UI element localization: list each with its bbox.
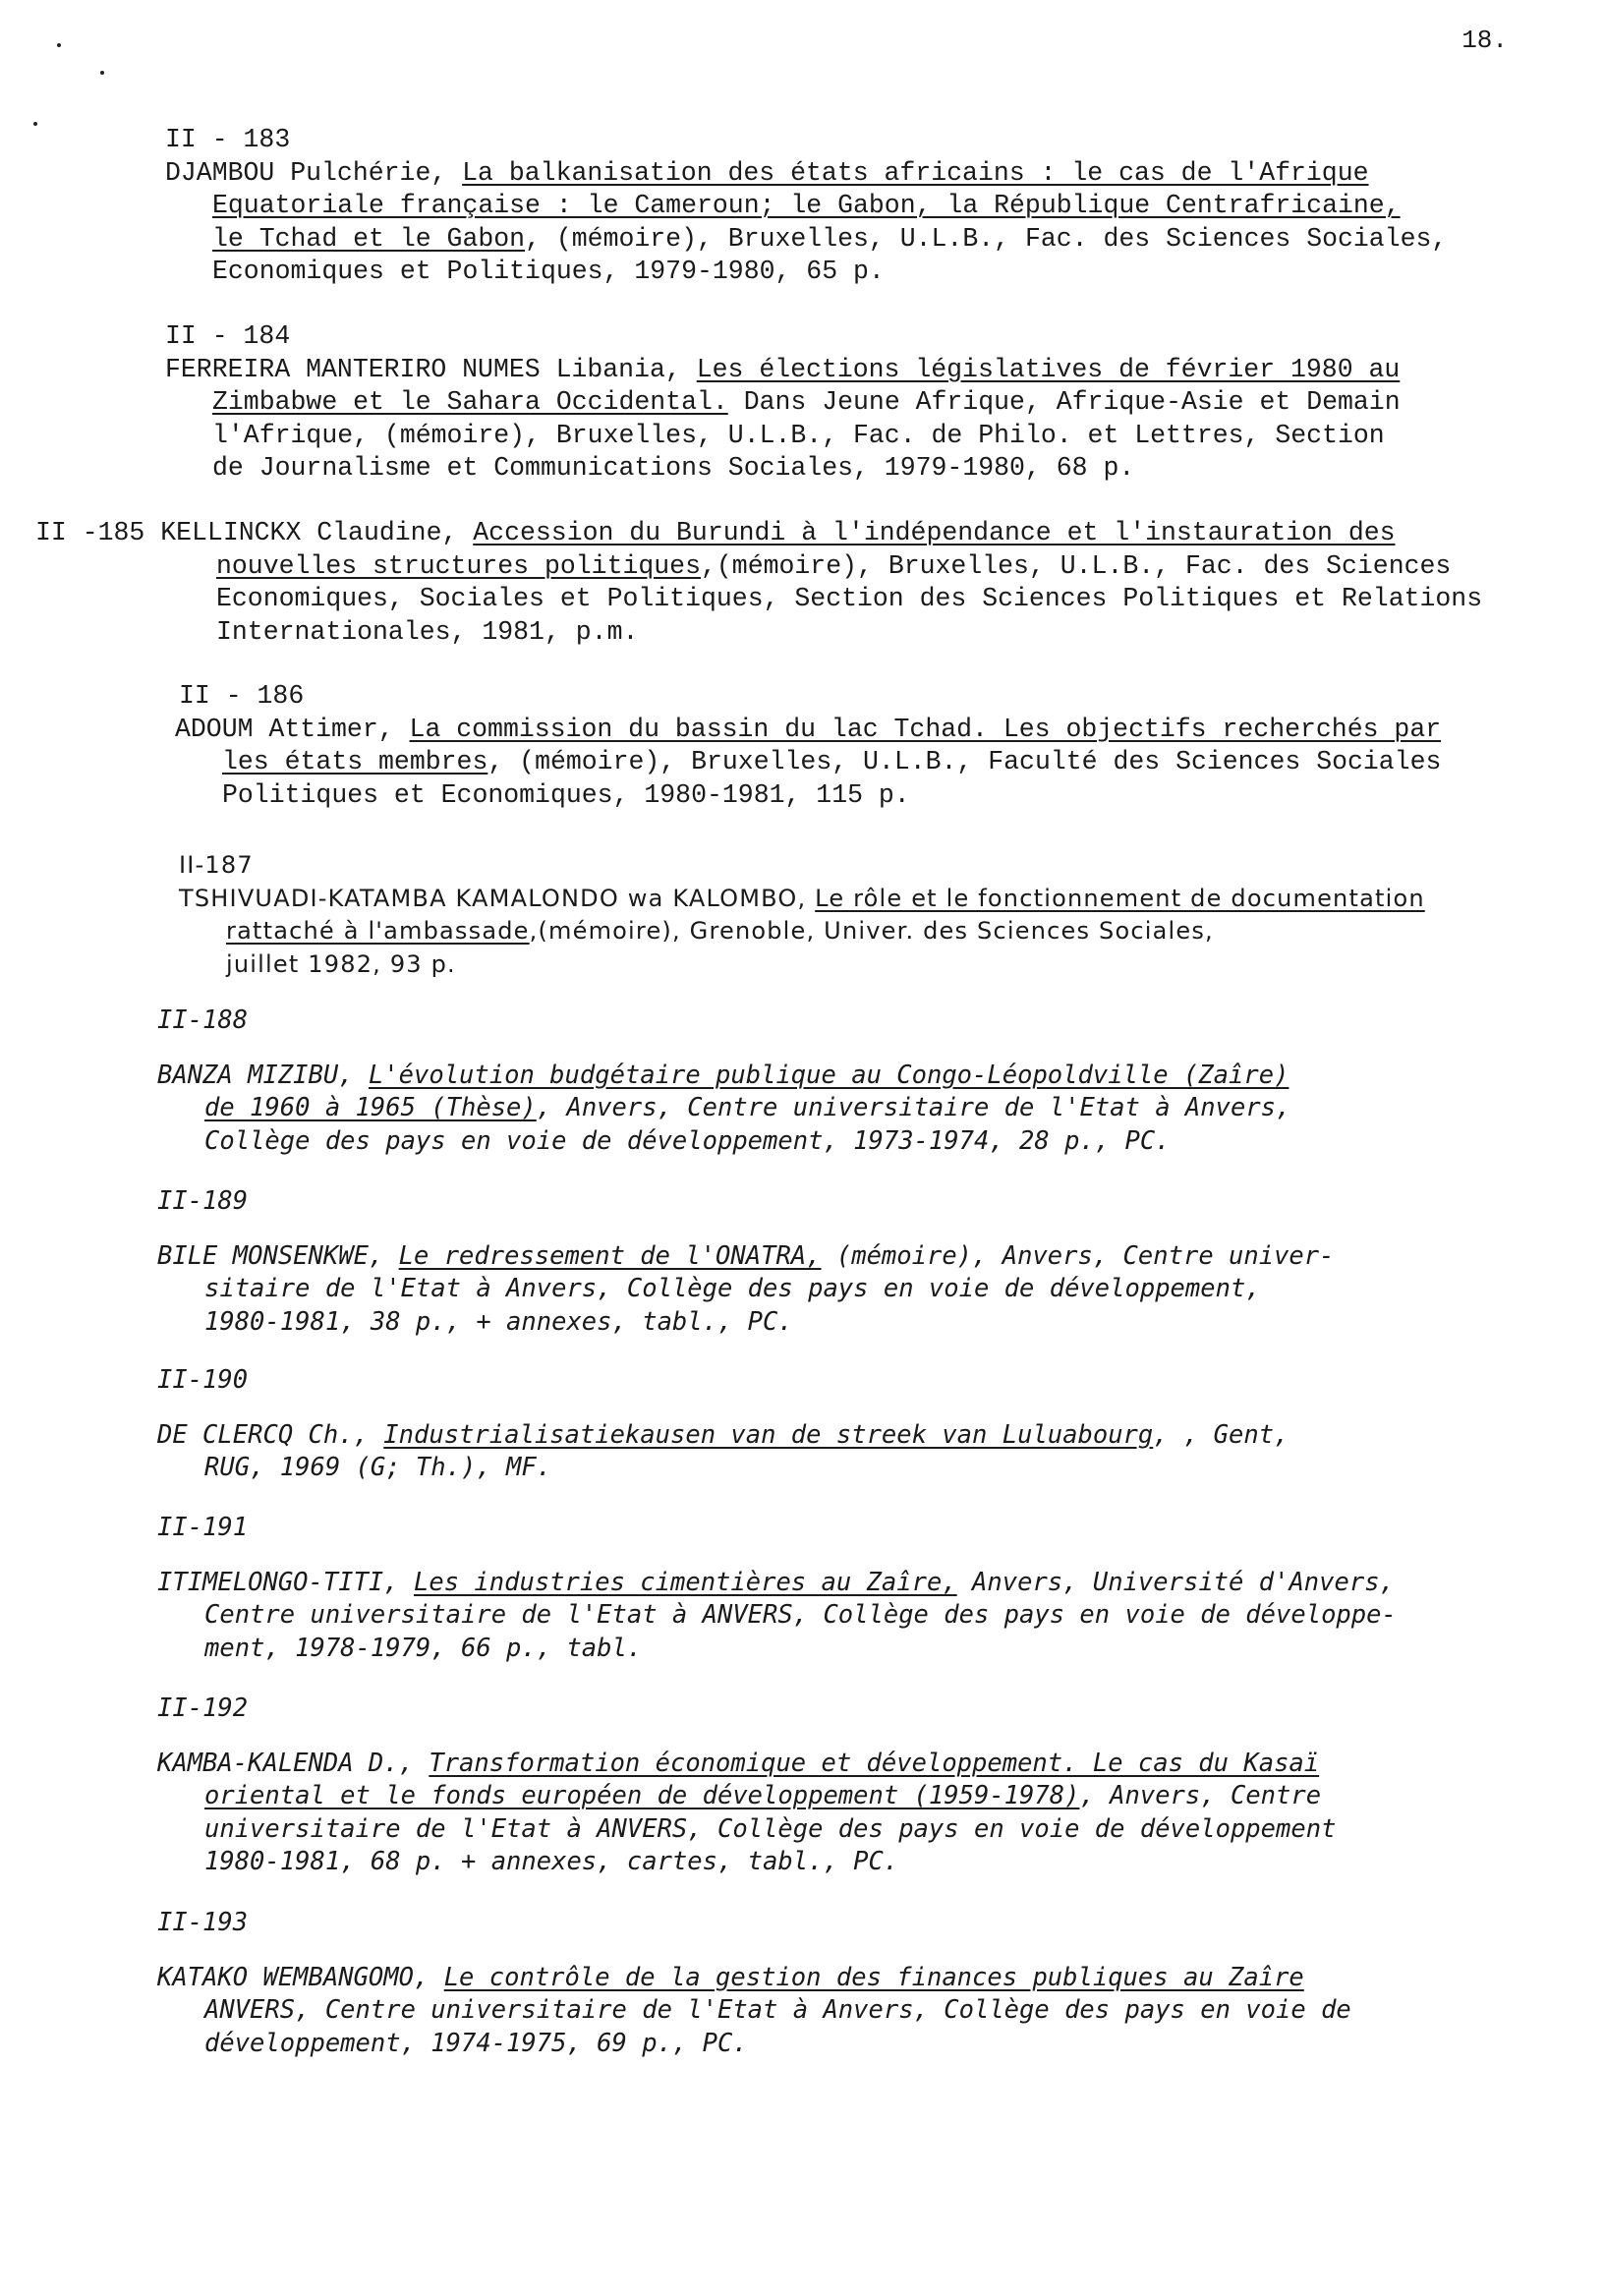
entry-text: (mémoire), Anvers, Centre univer-: [821, 1240, 1335, 1271]
entry-line: [157, 1306, 1555, 1340]
bibliography-entry-191: [157, 1512, 1555, 1665]
entry-title-text: nouvelles structures politiques: [216, 550, 701, 581]
entry-text: ADOUM Attimer,: [175, 714, 410, 744]
entry-text: juillet 1982, 93 p.: [226, 949, 456, 978]
entry-text: sitaire de l'Etat à Anvers, Collège des pays en voie de développement,: [204, 1274, 1261, 1303]
entry-reference: [165, 157, 1555, 289]
entry-line: [165, 420, 1555, 453]
entry-code: II - 184: [165, 321, 291, 351]
page-number: 18.: [1461, 26, 1508, 55]
entry-title-text: Les industries cimentières au Zaîre,: [414, 1567, 957, 1597]
entry-text: Internationales, 1981, p.m.: [216, 616, 639, 647]
entry-line: [175, 779, 1555, 813]
entry-line: [165, 386, 1555, 420]
entry-line: [157, 1419, 1555, 1453]
entry-line: [157, 1962, 1555, 1995]
entry-text: 1980-1981, 68 p. + annexes, cartes, tabl., PC.: [204, 1847, 899, 1876]
entry-title-text: Les élections législatives de février 1980 au: [696, 354, 1401, 384]
entry-line: [157, 1994, 1555, 2028]
entry-line: [165, 190, 1555, 223]
entry-line: [157, 1846, 1555, 1879]
entry-line: [157, 1273, 1555, 1306]
entry-line: [157, 1125, 1555, 1159]
entry-line: [165, 256, 1555, 289]
entry-text: Politiques et Economiques, 1980-1981, 115 p.: [222, 779, 910, 810]
entry-text: , Anvers, Centre: [1079, 1781, 1322, 1810]
entry-text: II -185 KELLINCKX Claudine,: [35, 518, 474, 547]
entry-reference: [157, 1060, 1555, 1159]
entry-text: Economiques et Politiques, 1979-1980, 65 p.: [212, 257, 885, 286]
entry-title-text: La balkanisation des états africains : le cas de l'Afrique: [462, 157, 1369, 188]
entry-reference: [157, 1419, 1555, 1485]
entry-text: KATAKO WEMBANGOMO,: [157, 1962, 444, 1992]
entry-text: universitaire de l'Etat à ANVERS, Collège des pays en voie de développement: [204, 1813, 1337, 1844]
entry-title-text: La commission du bassin du lac Tchad. Les objectifs recherchés par: [409, 714, 1442, 744]
entry-reference: [157, 1962, 1555, 2061]
bibliography-entry-190: [157, 1364, 1555, 1485]
entry-text: Dans Jeune Afrique, Afrique-Asie et Demain: [727, 387, 1401, 417]
entry-title-text: Le contrôle de la gestion des finances publiques au Zaîre: [443, 1962, 1304, 1992]
entry-line: [157, 1060, 1555, 1093]
scan-speck: [57, 43, 61, 47]
entry-title-text: Le redressement de l'ONATRA,: [398, 1240, 822, 1271]
entry-text: , , Gent,: [1153, 1419, 1289, 1450]
entry-code: II-189: [157, 1186, 249, 1216]
entry-reference: [179, 883, 1555, 982]
entry-line: [157, 1780, 1555, 1813]
entry-text: RUG, 1969 (G; Th.), MF.: [204, 1453, 552, 1482]
entry-code: II-190: [157, 1365, 249, 1395]
entry-line: [157, 1240, 1555, 1274]
entry-line: [35, 583, 1555, 616]
entry-line: [165, 354, 1555, 387]
entry-code: II-192: [157, 1693, 249, 1723]
entry-title-text: L'évolution budgétaire publique au Congo-Léopoldville (Zaîre): [368, 1060, 1289, 1090]
entry-code: II-191: [157, 1513, 249, 1542]
bibliography-entry-183: [165, 124, 1555, 289]
entry-text: l'Afrique, (mémoire), Bruxelles, U.L.B., Fac. de Philo. et Lettres, Section: [212, 420, 1385, 450]
bibliography-entry-188: [157, 1004, 1555, 1158]
entry-line: [157, 1633, 1555, 1666]
entry-line: [35, 616, 1555, 650]
entry-text: , (mémoire), Bruxelles, U.L.B., Fac. des Sciences Sociales,: [525, 223, 1448, 254]
entry-text: FERREIRA MANTERIRO NUMES Libania,: [165, 354, 697, 384]
entry-text: Centre universitaire de l'Etat à ANVERS, Collège des pays en voie de développe-: [204, 1600, 1397, 1630]
entry-line: [157, 1748, 1555, 1781]
entry-reference: [165, 354, 1555, 486]
entry-code: II-187: [179, 851, 254, 879]
entry-line: [35, 550, 1555, 584]
entry-text: BILE MONSENKWE,: [157, 1240, 399, 1271]
entry-reference: [157, 1748, 1555, 1879]
entry-title-text: Equatoriale française : le Cameroun; le Gabon, la République Centrafricaine,: [212, 191, 1401, 220]
entry-line: [175, 714, 1555, 747]
entry-text: Anvers, Université d'Anvers,: [956, 1567, 1395, 1597]
entry-title-text: Transformation économique et développement. Le cas du Kasaï: [429, 1748, 1320, 1778]
entry-text: 1980-1981, 38 p., + annexes, tabl., PC.: [204, 1306, 793, 1337]
entry-line: [179, 948, 1555, 982]
entry-line: [179, 883, 1555, 916]
entry-line: [165, 452, 1555, 486]
bibliography-entry-184: [165, 320, 1555, 486]
entry-line: [157, 1452, 1555, 1485]
bibliography-entry-186: [175, 680, 1555, 812]
entry-line: [157, 1813, 1555, 1847]
entry-line: [157, 1567, 1555, 1600]
scan-speck: [100, 71, 104, 75]
bibliography-entry-185: [35, 517, 1555, 649]
entry-title-text: Zimbabwe et le Sahara Occidental.: [212, 387, 728, 417]
entry-title-text: Industrialisatiekausen van de streek van Luluabourg: [383, 1419, 1154, 1450]
bibliography-entry-187: [179, 849, 1555, 981]
entry-text: Economiques, Sociales et Politiques, Section des Sciences Politiques et Relations: [216, 584, 1483, 613]
entry-text: Collège des pays en voie de développement, 1973-1974, 28 p., PC.: [204, 1125, 1171, 1156]
entry-title-text: de 1960 à 1965 (Thèse): [204, 1093, 537, 1122]
entry-text: , (mémoire), Bruxelles, U.L.B., Faculté des Sciences Sociales: [487, 747, 1442, 776]
entry-reference: [157, 1240, 1555, 1340]
entry-line: [35, 517, 1555, 550]
entry-text: TSHIVUADI-KATAMBA KAMALONDO wa KALOMBO,: [179, 884, 816, 912]
entry-text: , Anvers, Centre universitaire de l'Etat à Anvers,: [536, 1093, 1291, 1122]
bibliography-entry-189: [157, 1185, 1555, 1339]
entry-title-text: le Tchad et le Gabon: [212, 223, 526, 254]
entry-title-text: rattaché à l'ambassade: [226, 917, 530, 945]
entry-text: développement, 1974-1975, 69 p., PC.: [204, 2028, 748, 2058]
entry-text: KAMBA-KALENDA D.,: [157, 1748, 430, 1778]
entry-line: [157, 2028, 1555, 2061]
entry-text: ,(mémoire), Bruxelles, U.L.B., Fac. des Sciences: [700, 550, 1452, 581]
scan-speck: [33, 122, 37, 126]
entry-line: [175, 746, 1555, 779]
entry-title-text: oriental et le fonds européen de développement (1959-1978): [204, 1781, 1080, 1810]
entry-code: II - 186: [179, 681, 305, 711]
entry-text: ITIMELONGO-TITI,: [157, 1567, 414, 1597]
entry-line: [165, 157, 1555, 191]
entry-text: ment, 1978-1979, 66 p., tabl.: [204, 1633, 643, 1663]
entry-line: [165, 223, 1555, 257]
entry-text: BANZA MIZIBU,: [157, 1060, 369, 1090]
entry-line: [179, 915, 1555, 948]
entry-title-text: Accession du Burundi à l'indépendance et l'instauration des: [473, 518, 1396, 547]
entry-line: [157, 1599, 1555, 1633]
entry-text: ANVERS, Centre universitaire de l'Etat à Anvers, Collège des pays en voie de: [204, 1995, 1351, 2025]
entry-code: II - 183: [165, 125, 291, 154]
entry-title-text: Le rôle et le fonctionnement de documentation: [815, 884, 1425, 912]
entry-title-text: les états membres: [222, 747, 488, 776]
entry-reference: [157, 1567, 1555, 1666]
bibliography-entry-192: [157, 1693, 1555, 1879]
entry-text: de Journalisme et Communications Sociales, 1979-1980, 68 p.: [212, 453, 1135, 483]
entry-code: II-188: [157, 1005, 249, 1035]
bibliography-entry-193: [157, 1907, 1555, 2060]
entry-text: ,(mémoire), Grenoble, Univer. des Sciences Sociales,: [529, 917, 1214, 945]
entry-code: II-193: [157, 1908, 249, 1937]
entry-text: DJAMBOU Pulchérie,: [165, 157, 463, 188]
entry-text: DE CLERCQ Ch.,: [157, 1419, 384, 1450]
entry-reference: [35, 517, 1555, 649]
entry-line: [157, 1092, 1555, 1125]
entry-reference: [175, 714, 1555, 813]
